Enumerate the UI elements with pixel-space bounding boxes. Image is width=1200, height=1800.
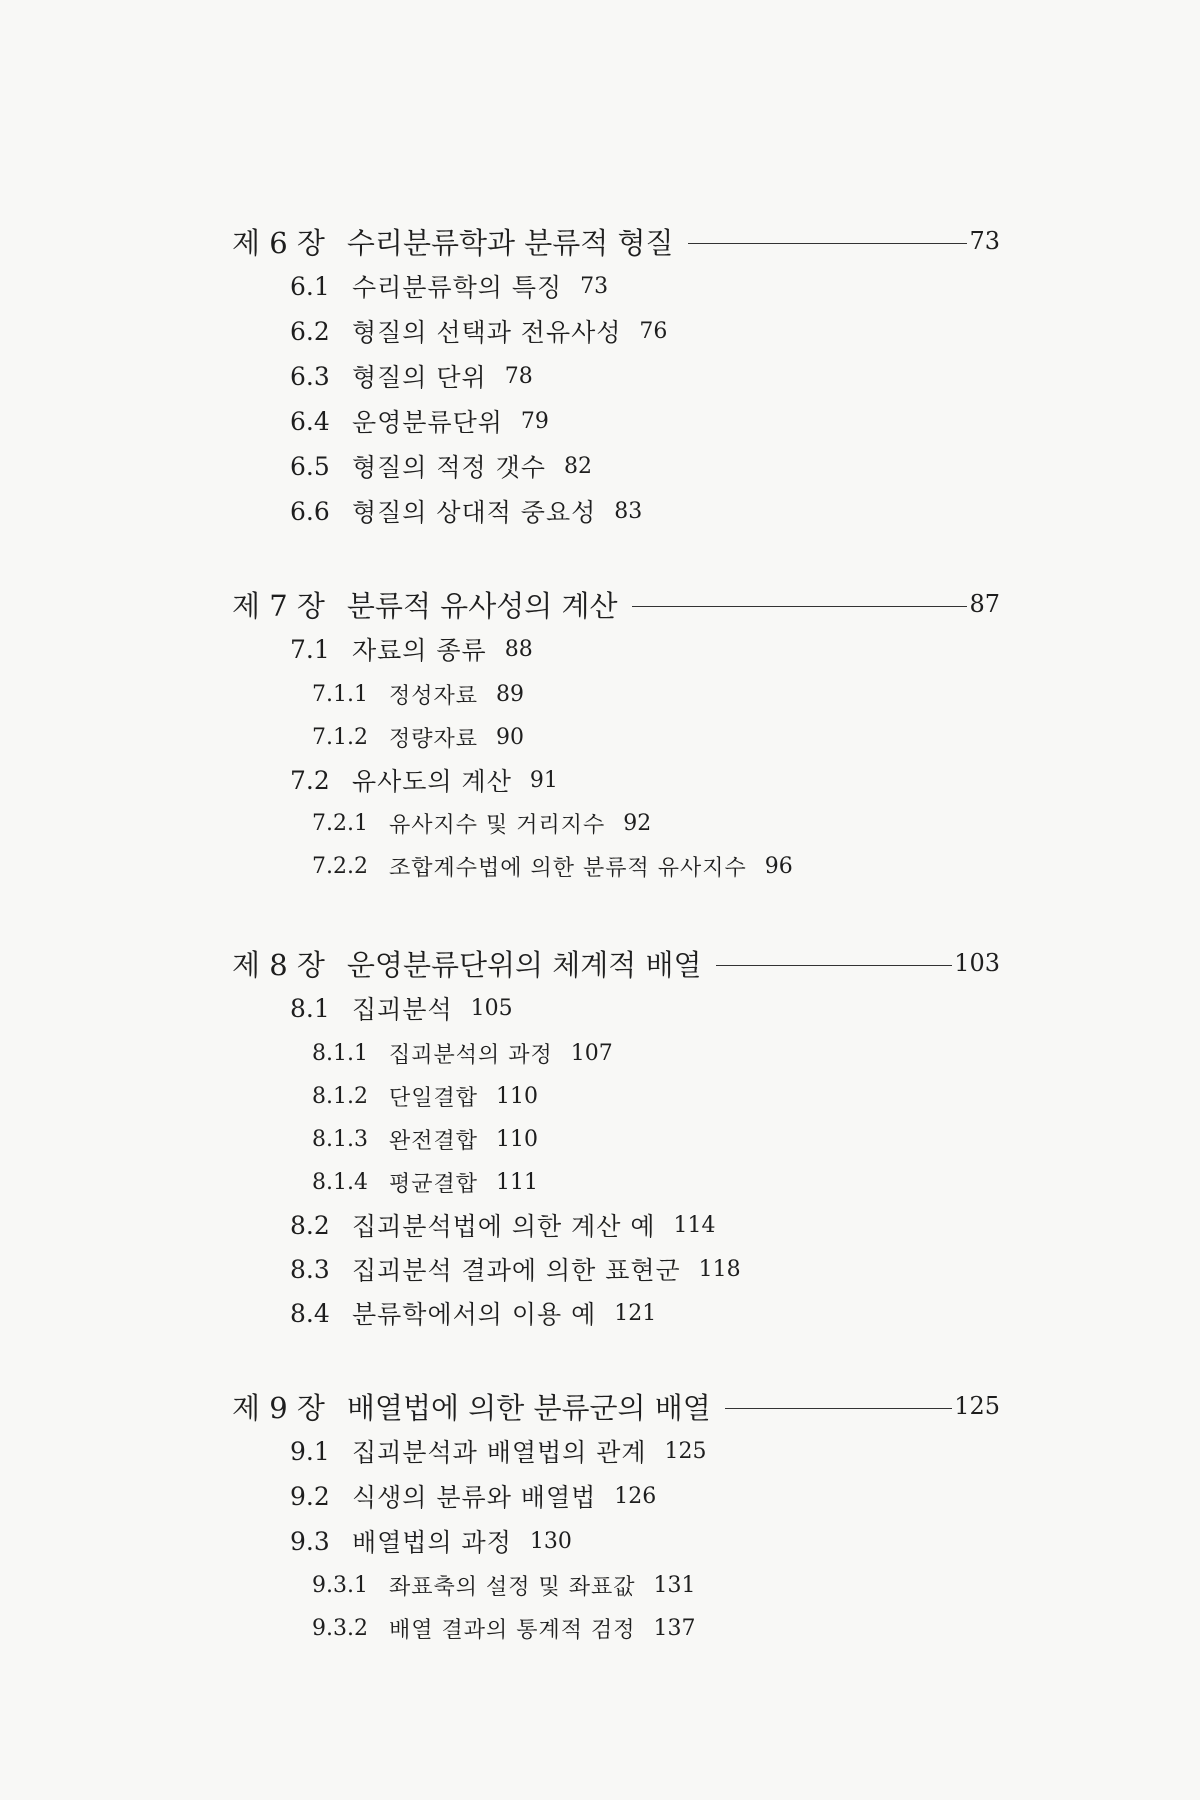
entry-title: 유사지수 및 거리지수 bbox=[389, 812, 606, 838]
chapter-heading bbox=[232, 940, 1000, 986]
entry-number: 6.4 bbox=[290, 406, 330, 436]
entry-title: 좌표축의 설정 및 좌표값 bbox=[389, 1574, 636, 1600]
chapter-heading bbox=[232, 581, 1000, 627]
entry-title: 집괴분석과 배열법의 관계 bbox=[352, 1438, 647, 1467]
entry-number: 8.1.1 bbox=[312, 1040, 368, 1066]
toc-entry bbox=[290, 266, 608, 306]
entry-title: 단일결합 bbox=[389, 1085, 479, 1111]
entry-page: 126 bbox=[614, 1483, 657, 1509]
toc-entry bbox=[312, 1608, 696, 1648]
toc-entry bbox=[290, 1293, 656, 1333]
entry-title: 형질의 상대적 중요성 bbox=[352, 498, 597, 527]
chapter-number: 제 7 장 bbox=[232, 588, 325, 623]
entry-page: 111 bbox=[496, 1169, 539, 1195]
chapter-number: 제 6 장 bbox=[232, 225, 325, 260]
entry-number: 7.2.2 bbox=[312, 853, 368, 879]
entry-number: 9.1 bbox=[290, 1436, 330, 1466]
chapter-title: 분류적 유사성의 계산 bbox=[346, 588, 618, 623]
toc-entry bbox=[312, 1119, 538, 1159]
entry-title: 정성자료 bbox=[389, 683, 479, 709]
toc-entry bbox=[290, 629, 533, 669]
toc-entry bbox=[290, 1205, 716, 1245]
chapter-page: 87 bbox=[969, 590, 1000, 618]
entry-title: 형질의 적정 갯수 bbox=[352, 453, 546, 482]
entry-title: 수리분류학의 특징 bbox=[352, 273, 563, 302]
toc-entry bbox=[312, 846, 793, 886]
toc-entry bbox=[290, 311, 667, 351]
toc-entry bbox=[312, 1162, 538, 1202]
toc-entry bbox=[312, 1076, 538, 1116]
entry-title: 배열법의 과정 bbox=[352, 1528, 512, 1557]
entry-title: 자료의 종류 bbox=[352, 636, 487, 665]
entry-page: 130 bbox=[529, 1528, 572, 1554]
entry-number: 6.5 bbox=[290, 451, 330, 481]
entry-page: 89 bbox=[496, 681, 525, 707]
entry-title: 집괴분석 bbox=[352, 995, 453, 1024]
entry-page: 78 bbox=[504, 363, 533, 389]
toc-entry bbox=[290, 760, 558, 800]
entry-number: 6.1 bbox=[290, 271, 330, 301]
toc-entry bbox=[290, 1249, 741, 1289]
entry-title: 조합계수법에 의한 분류적 유사지수 bbox=[389, 855, 747, 881]
toc-entry bbox=[290, 356, 533, 396]
entry-number: 8.1 bbox=[290, 993, 330, 1023]
entry-page: 121 bbox=[614, 1300, 657, 1326]
chapter-number: 제 8 장 bbox=[232, 947, 325, 982]
entry-title: 집괴분석법에 의한 계산 예 bbox=[352, 1212, 656, 1241]
chapter-title: 운영분류단위의 체계적 배열 bbox=[346, 947, 702, 982]
entry-number: 7.2 bbox=[290, 765, 330, 795]
toc-entry bbox=[312, 1033, 613, 1073]
chapter-heading bbox=[232, 218, 1000, 264]
chapter-number: 제 9 장 bbox=[232, 1390, 325, 1425]
entry-page: 118 bbox=[698, 1256, 741, 1282]
entry-page: 96 bbox=[764, 853, 793, 879]
entry-number: 8.4 bbox=[290, 1298, 330, 1328]
toc-entry bbox=[312, 803, 651, 843]
entry-title: 평균결합 bbox=[389, 1171, 479, 1197]
entry-title: 분류학에서의 이용 예 bbox=[352, 1300, 597, 1329]
entry-number: 8.2 bbox=[290, 1210, 330, 1240]
entry-page: 137 bbox=[653, 1615, 696, 1641]
entry-number: 6.2 bbox=[290, 316, 330, 346]
leader-line bbox=[725, 1408, 952, 1409]
toc-entry bbox=[290, 1476, 656, 1516]
entry-title: 형질의 단위 bbox=[352, 363, 487, 392]
chapter-page: 73 bbox=[969, 227, 1000, 255]
entry-page: 92 bbox=[623, 810, 652, 836]
entry-number: 7.1 bbox=[290, 634, 330, 664]
chapter-heading bbox=[232, 1383, 1000, 1429]
chapter-title: 수리분류학과 분류적 형질 bbox=[346, 225, 674, 260]
entry-page: 125 bbox=[664, 1438, 707, 1464]
entry-number: 8.1.3 bbox=[312, 1126, 368, 1152]
entry-title: 유사도의 계산 bbox=[352, 767, 512, 796]
toc-entry bbox=[290, 1521, 572, 1561]
entry-number: 8.1.2 bbox=[312, 1083, 368, 1109]
leader-line bbox=[716, 965, 953, 966]
entry-page: 131 bbox=[653, 1572, 696, 1598]
entry-page: 82 bbox=[563, 453, 592, 479]
entry-page: 107 bbox=[570, 1040, 613, 1066]
entry-number: 6.3 bbox=[290, 361, 330, 391]
entry-page: 105 bbox=[470, 995, 513, 1021]
entry-number: 7.1.2 bbox=[312, 724, 368, 750]
entry-title: 배열 결과의 통계적 검정 bbox=[389, 1617, 636, 1643]
entry-number: 8.1.4 bbox=[312, 1169, 368, 1195]
toc-entry bbox=[290, 988, 513, 1028]
entry-number: 9.2 bbox=[290, 1481, 330, 1511]
entry-page: 91 bbox=[529, 767, 558, 793]
entry-page: 83 bbox=[614, 498, 643, 524]
entry-page: 76 bbox=[639, 318, 668, 344]
entry-page: 110 bbox=[496, 1083, 539, 1109]
leader-line bbox=[632, 606, 968, 607]
entry-title: 정량자료 bbox=[389, 726, 479, 752]
entry-page: 90 bbox=[496, 724, 525, 750]
toc-entry bbox=[290, 1431, 707, 1471]
toc-entry bbox=[290, 446, 592, 486]
entry-number: 9.3 bbox=[290, 1526, 330, 1556]
toc-entry bbox=[312, 717, 524, 757]
entry-page: 110 bbox=[496, 1126, 539, 1152]
entry-title: 집괴분석의 과정 bbox=[389, 1042, 553, 1068]
chapter-page: 125 bbox=[954, 1392, 1000, 1420]
chapter-page: 103 bbox=[954, 949, 1000, 977]
toc-entry bbox=[290, 491, 642, 531]
entry-page: 114 bbox=[673, 1212, 716, 1238]
toc-entry bbox=[312, 674, 524, 714]
toc-entry bbox=[290, 401, 549, 441]
entry-page: 88 bbox=[504, 636, 533, 662]
leader-line bbox=[688, 243, 968, 244]
entry-number: 7.1.1 bbox=[312, 681, 368, 707]
entry-title: 식생의 분류와 배열법 bbox=[352, 1483, 597, 1512]
chapter-title: 배열법에 의한 분류군의 배열 bbox=[346, 1390, 711, 1425]
entry-number: 9.3.2 bbox=[312, 1615, 368, 1641]
entry-page: 73 bbox=[580, 273, 609, 299]
entry-page: 79 bbox=[520, 408, 549, 434]
entry-title: 완전결합 bbox=[389, 1128, 479, 1154]
toc-entry bbox=[312, 1565, 696, 1605]
entry-title: 형질의 선택과 전유사성 bbox=[352, 318, 622, 347]
entry-title: 집괴분석 결과에 의한 표현군 bbox=[352, 1256, 681, 1285]
entry-number: 6.6 bbox=[290, 496, 330, 526]
entry-title: 운영분류단위 bbox=[352, 408, 503, 437]
entry-number: 8.3 bbox=[290, 1254, 330, 1284]
entry-number: 7.2.1 bbox=[312, 810, 368, 836]
entry-number: 9.3.1 bbox=[312, 1572, 368, 1598]
